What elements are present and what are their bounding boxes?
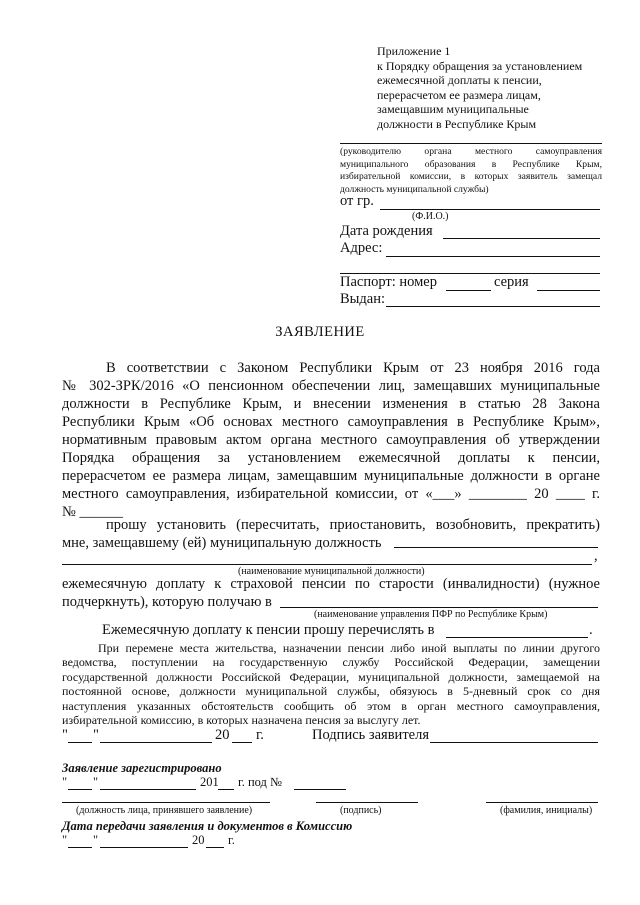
- passport-number-label: Паспорт: номер: [340, 274, 437, 290]
- paragraph-line: В соответствии с Законом Республики Крым от 23 ноября 2016 года: [106, 360, 600, 376]
- appendix-line: к Порядку обращения за установлением: [377, 58, 583, 73]
- notice-line: наступления указанных обстоятельств сообщить об этом в орган местного самоуправления,: [62, 698, 600, 713]
- reg-signature-field[interactable]: [316, 802, 418, 803]
- birth-date-field[interactable]: [443, 238, 600, 239]
- paragraph-line: Республики Крым «Об основах местного самоуправления в Республике Крым»,: [62, 414, 600, 430]
- transfer-dot: .: [589, 622, 593, 638]
- reg-quote-close: ": [93, 775, 99, 789]
- notice-block: [62, 641, 600, 727]
- comma: ,: [594, 548, 598, 564]
- reg-year-field[interactable]: [218, 789, 234, 790]
- addressee-caption-line: избирательной комиссии, в которых заявитель замещал: [340, 171, 602, 182]
- pfr-field[interactable]: [280, 607, 598, 608]
- transfer-field[interactable]: [446, 637, 588, 638]
- appendix-line: Приложение 1: [377, 44, 451, 58]
- request-line: прошу установить (пересчитать, приостановить, возобновить, прекратить): [106, 517, 600, 533]
- notice-line: ведомства, поступлении на государственную службу Российской Федерации, замещении: [62, 655, 600, 670]
- transfer-year-field[interactable]: [206, 847, 224, 848]
- position-caption: (наименование муниципальной должности): [238, 566, 425, 577]
- reg-number-field[interactable]: [294, 789, 346, 790]
- reg-year-label: 201: [200, 775, 219, 789]
- from-name-field[interactable]: [380, 209, 600, 210]
- transfer-month-field[interactable]: [100, 847, 188, 848]
- notice-line: государственной должности Российской Федерации, муниципальной должности, замещаемой на: [62, 669, 600, 684]
- official-field[interactable]: [62, 802, 270, 803]
- paragraph-line: нормативным правовым актом органа местного самоуправления об утверждении: [62, 432, 600, 448]
- request-line: мне, замещавшему (ей) муниципальную должность: [62, 535, 382, 551]
- addressee-line[interactable]: [340, 143, 602, 144]
- transfer-label: Ежемесячную доплату к пенсии прошу перечислять в: [102, 622, 435, 638]
- position-field[interactable]: [394, 547, 598, 548]
- passport-series-field[interactable]: [537, 290, 600, 291]
- appendix-block: [377, 44, 582, 132]
- addressee-caption: [340, 146, 602, 196]
- reg-day-field[interactable]: [68, 789, 92, 790]
- issued-label: Выдан:: [340, 291, 386, 307]
- signature-g-label: г.: [256, 727, 264, 743]
- reg-number-label: г. под №: [238, 775, 282, 789]
- official-caption: (должность лица, принявшего заявление): [76, 805, 253, 816]
- notice-line: избирательной комиссию, в которых назначена пенсия за выслугу лет.: [62, 713, 421, 728]
- registration-header: Заявление зарегистрировано: [62, 761, 222, 775]
- address-field[interactable]: [386, 256, 600, 257]
- passport-series-label: серия: [494, 274, 529, 290]
- request-line: ежемесячную доплату к страховой пенсии по старости (инвалидности) (нужное: [62, 576, 600, 592]
- transfer-quote-close: ": [93, 833, 99, 847]
- address-label: Адрес:: [340, 240, 383, 256]
- transfer-quote-open: ": [62, 833, 68, 847]
- from-label: от гр.: [340, 193, 374, 209]
- name-caption: (фамилия, инициалы): [500, 805, 593, 816]
- document-title: ЗАЯВЛЕНИЕ: [275, 324, 365, 340]
- pfr-caption: (наименование управления ПФР по Республике Крым): [314, 609, 548, 620]
- addressee-caption-line: муниципального образования в Республике Крым,: [340, 158, 602, 170]
- transfer-date-header: Дата передачи заявления и документов в Комиссию: [62, 819, 353, 833]
- paragraph-line: перерасчетом ее размера лицам, замещавшим муниципальные должности в органе: [62, 468, 600, 484]
- notice-line: При перемене места жительства, назначении пенсии либо иной выплаты по линии другого: [98, 641, 600, 655]
- signature-field[interactable]: [430, 742, 598, 743]
- signature-year-label: 20: [215, 727, 230, 743]
- paragraph-line: должности в Республике Крым, и внесении изменения в статью 28 Закона: [62, 396, 600, 412]
- main-paragraph: [62, 359, 600, 521]
- request-line: подчеркнуть), которую получаю в: [62, 594, 272, 610]
- addressee-caption-line: (руководителю органа местного самоуправления: [340, 146, 602, 157]
- paragraph-line: № ______: [62, 504, 123, 520]
- signature-month-field[interactable]: [100, 742, 212, 743]
- signature-day-field[interactable]: [68, 742, 92, 743]
- reg-month-field[interactable]: [100, 789, 196, 790]
- passport-number-field[interactable]: [446, 290, 491, 291]
- signature-quote-close: ": [93, 727, 99, 743]
- fio-caption: (Ф.И.О.): [412, 211, 449, 222]
- paragraph-line: местного самоуправления, избирательной комиссии, от «___» ________ 20 ____ г.: [62, 486, 600, 502]
- paragraph-line: № 302-ЗРК/2016 «О пенсионном обеспечении лиц, замещавших муниципальные: [62, 378, 600, 394]
- appendix-line: перерасчетом ее размера лицам,: [377, 87, 541, 102]
- transfer-year-label: 20: [192, 833, 205, 847]
- transfer-g-label: г.: [228, 833, 235, 847]
- signature-year-field[interactable]: [232, 742, 252, 743]
- birth-date-label: Дата рождения: [340, 223, 433, 239]
- signature-quote-open: ": [62, 727, 68, 743]
- transfer-day-field[interactable]: [68, 847, 92, 848]
- reg-quote-open: ": [62, 775, 68, 789]
- name-field[interactable]: [486, 802, 598, 803]
- appendix-line: должности в Республике Крым: [377, 116, 537, 131]
- signature-label: Подпись заявителя: [312, 727, 429, 743]
- reg-signature-caption: (подпись): [340, 805, 382, 816]
- appendix-line: замещавшим муниципальные: [377, 102, 529, 117]
- appendix-line: ежемесячной доплаты к пенсии,: [377, 73, 542, 88]
- addressee-caption-line: должность муниципальной службы): [340, 183, 489, 195]
- paragraph-line: Порядка обращения за установлением ежемесячной доплаты к пенсии,: [62, 450, 600, 466]
- issued-field[interactable]: [386, 306, 600, 307]
- position-field-2[interactable]: [62, 564, 592, 565]
- notice-line: постоянной основе, должности муниципальной службы, обязуюсь в 5-дневный срок со дня: [62, 684, 600, 699]
- request-block-2: [62, 575, 600, 611]
